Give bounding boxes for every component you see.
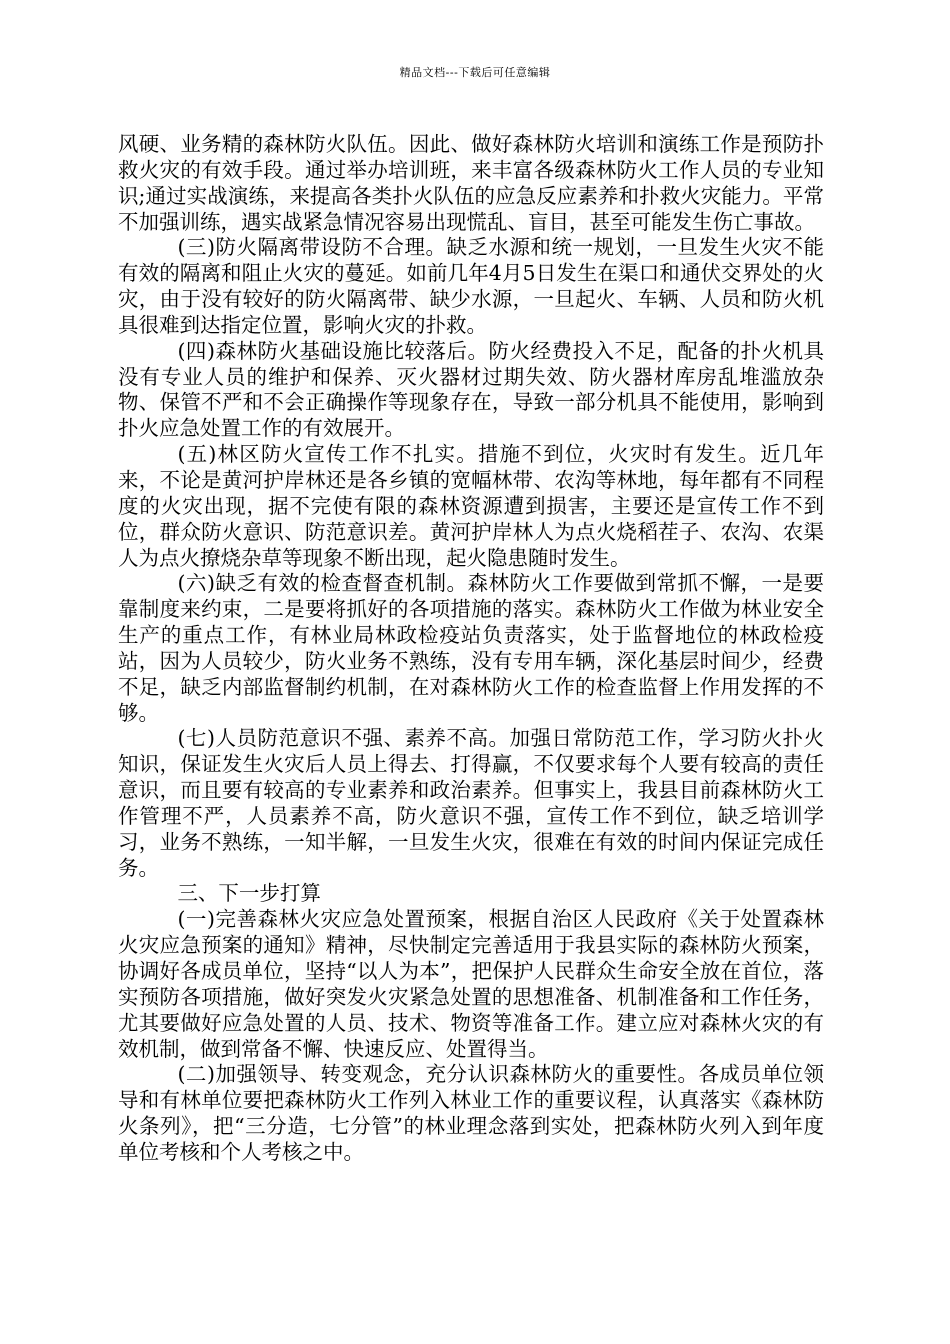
document-body	[118, 132, 824, 1166]
paragraph-plan-2: (二)加强领导、转变观念，充分认识森林防火的重要性。各成员单位领导和有林单位要把森林防火工作列入林业工作的重要议程，认真落实《森林防火条列》，把“三分造，七分管”的林业理念落到实处，把森林防火列入到年度单位考核和个人考核之中。	[118, 1062, 824, 1164]
paragraph-item-3: (三)防火隔离带设防不合理。缺乏水源和统一规划，一旦发生火灾不能有效的隔离和阻止火灾的蔓延。如前几年4月5日发生在渠口和通伏交界处的火灾，由于没有较好的防火隔离带、缺少水源，一旦起火、车辆、人员和防火机具很难到达指定位置，影响火灾的扑救。	[118, 235, 824, 337]
paragraph-item-6: (六)缺乏有效的检查督查机制。森林防火工作要做到常抓不懈，一是要靠制度来约束，二是要将抓好的各项措施的落实。森林防火工作做为林业安全生产的重点工作，有林业局林政检疫站负责落实，处于监督地位的林政检疫站，因为人员较少，防火业务不熟练，没有专用车辆，深化基层时间少，经费不足，缺乏内部监督制约机制，在对森林防火工作的检查监督上作用发挥的不够。	[118, 571, 824, 725]
paragraph-item-7: (七)人员防范意识不强、素养不高。加强日常防范工作，学习防火扑火知识，保证发生火灾后人员上得去、打得赢，不仅要求每个人要有较高的责任意识，而且要有较高的专业素养和政治素养。但事实上，我县目前森林防火工作管理不严，人员素养不高，防火意识不强，宣传工作不到位，缺乏培训学习，业务不熟练，一知半解，一旦发生火灾，很难在有效的时间内保证完成任务。	[118, 726, 824, 880]
section-heading-next-steps: 三、下一步打算	[177, 881, 321, 906]
paragraph-item-5: (五)林区防火宣传工作不扎实。措施不到位，火灾时有发生。近几年来，不论是黄河护岸林还是各乡镇的宽幅林带、农沟等林地，每年都有不同程度的火灾出现，据不完使有限的森林资源遭到损害，主要还是宣传工作不到位，群众防火意识、防范意识差。黄河护岸林人为点火烧稻茬子、农沟、农渠人为点火撩烧杂草等现象不断出现，起火隐患随时发生。	[118, 442, 824, 570]
page-header: 精品文档---下载后可任意编辑	[399, 66, 551, 79]
paragraph-item-4: (四)森林防火基础设施比较落后。防火经费投入不足，配备的扑火机具没有专业人员的维护和保养、灭火器材过期失效、防火器材库房乱堆滥放杂物、保管不严和不会正确操作等现象存在，导致一部分机具不能使用，影响到扑火应急处置工作的有效展开。	[118, 338, 824, 441]
paragraph-continued: 风硬、业务精的森林防火队伍。因此、做好森林防火培训和演练工作是预防扑救火灾的有效手段。通过举办培训班，来丰富各级森林防火工作人员的专业知识;通过实战演练，来提高各类扑火队伍的应急反应素养和扑救火灾能力。平常不加强训练，遇实战紧急情况容易出现慌乱、盲目，甚至可能发生伤亡事故。	[118, 132, 824, 234]
paragraph-plan-1: (一)完善森林火灾应急处置预案，根据自治区人民政府《关于处置森林火灾应急预案的通知》精神，尽快制定完善适用于我县实际的森林防火预案，协调好各成员单位，坚持“以人为本”，把保护人民群众生命安全放在首位，落实预防各项措施，做好突发火灾紧急处置的思想准备、机制准备和工作任务，尤其要做好应急处置的人员、技术、物资等准备工作。建立应对森林火灾的有效机制，做到常备不懈、快速反应、处置得当。	[118, 907, 824, 1061]
